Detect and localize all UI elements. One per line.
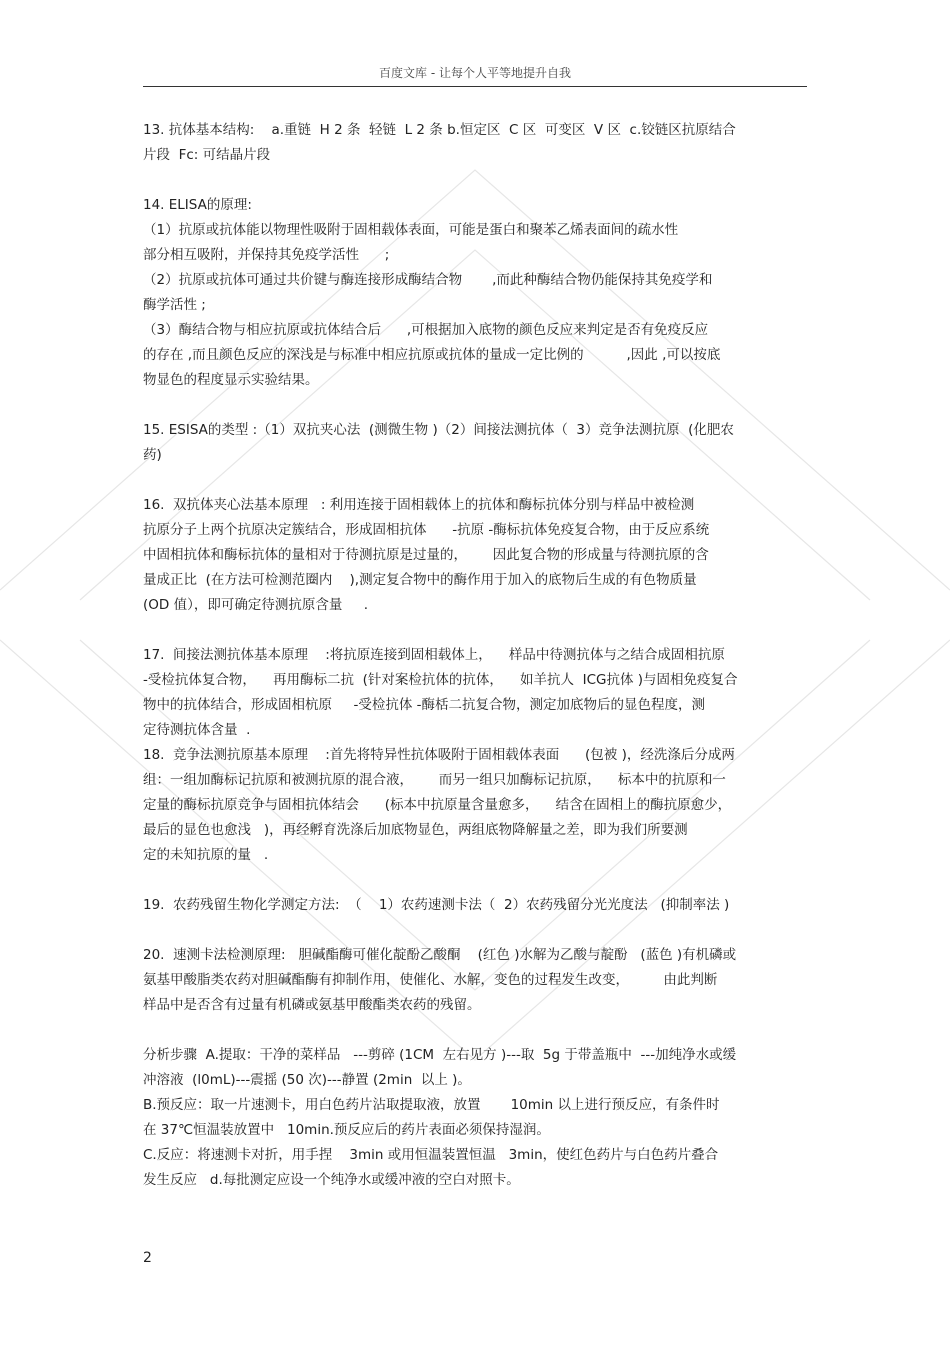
text-line: 中固相抗体和酶标抗体的量相对于待测抗原是过量的， 因此复合物的形成量与待测抗原的含	[143, 547, 709, 563]
text-line: (OD 值），即可确定待测抗原含量 .	[143, 597, 369, 613]
text-line: 19. 农药残留生物化学测定方法: （ 1）农药速测卡法（ 2）农药残留分光光度法 (抑制率法 )	[143, 897, 730, 913]
section-19	[143, 893, 807, 918]
text-line: 20. 速测卡法检测原理: 胆碱酯酶可催化靛酚乙酸酮 (红色 )水解为乙酸与靛酚 (蓝色 )有机磷或	[143, 947, 737, 963]
text-line: 定待测抗体含量 .	[143, 722, 251, 738]
text-line: 定的未知抗原的量 .	[143, 847, 269, 863]
section-13	[143, 118, 807, 168]
text-line: -受检抗体复合物， 再用酶标二抗 (针对案检抗体的抗体， 如羊抗人 ICG抗体 )与固相免疫复合	[143, 672, 738, 688]
text-line: 18. 竞争法测抗原基本原理 :首先将特异性抗体吸附于固相载体表面 (包被 )，经洗涤后分成两	[143, 747, 735, 763]
text-line: 14. ELISA的原理:	[143, 197, 252, 213]
section-20	[143, 943, 807, 1018]
text-line: C.反应：将速测卡对折，用手捏 3min 或用恒温装置恒温 3min，使红色药片与白色药片叠合	[143, 1147, 719, 1163]
text-line: 氨基甲酸脂类农药对胆碱酯酶有抑制作用，使催化、水解，变色的过程发生改变， 由此判断	[143, 972, 718, 988]
text-line: 部分相互吸附，并保持其免疫学活性 ;	[143, 247, 390, 263]
text-line: 16. 双抗体夹心法基本原理 : 利用连接于固相载体上的抗体和酶标抗体分别与样品中被检测	[143, 497, 695, 513]
text-line: （2）抗原或抗体可通过共价键与酶连接形成酶结合物 ,而此种酶结合物仍能保持其免疫学和	[143, 272, 713, 288]
section-16	[143, 493, 807, 618]
text-line: 样品中是否含有过量有机磷或氨基甲酸酯类农药的残留。	[143, 997, 481, 1013]
text-line: 在 37℃恒温装放置中 10min.预反应后的药片表面必须保持湿润。	[143, 1122, 550, 1138]
text-line: 分析步骤 A.提取：干净的菜样品 ---剪碎 (1CM 左右见方 )---取 5g 于带盖瓶中 ---加纯净水或缓	[143, 1047, 737, 1063]
text-line: 物中的抗体结合，形成固相杭原 -受检抗体 -酶栝二抗复合物，测定加底物后的显色程度，测	[143, 697, 705, 713]
text-line: 药)	[143, 447, 162, 463]
text-line: 最后的显色也愈浅 )，再经孵育洗涤后加底物显色，两组底物降解量之差，即为我们所要测	[143, 822, 688, 838]
header-rule	[143, 86, 807, 87]
text-line: 抗原分子上两个抗原决定簇结合，形成固相抗体 -抗原 -酶标抗体免疫复合物，由于反应系统	[143, 522, 710, 538]
text-line: （3）酶结合物与相应抗原或抗体结合后 ,可根据加入底物的颜色反应来判定是否有免疫反应	[143, 322, 709, 338]
section-17-18	[143, 643, 807, 868]
section-15	[143, 418, 807, 468]
text-line: 量成正比 (在方法可检测范圈内 ),测定复合物中的酶作用于加入的底物后生成的有色物质量	[143, 572, 697, 588]
page-number: 2	[143, 1250, 152, 1266]
text-line: 17. 间接法测抗体基本原理 :将抗原连接到固相载体上， 样品中待测抗体与之结合成固相抗原	[143, 647, 725, 663]
text-line: 13. 抗体基本结构: a.重链 H 2 条 轻链 L 2 条 b.恒定区 C 区 可变区 V 区 c.铰链区抗原结合	[143, 122, 736, 138]
document-body	[143, 118, 807, 1193]
text-line: B.预反应：取一片速测卡，用白色药片沾取提取液，放置 10min 以上进行预反应，有条件时	[143, 1097, 720, 1113]
text-line: 定量的酶标抗原竞争与固相抗体结会 (标本中抗原量含量愈多， 结含在固相上的酶抗原愈少，	[143, 797, 732, 813]
text-line: 酶学活性 ;	[143, 297, 206, 313]
text-line: 片段 Fc: 可结晶片段	[143, 147, 271, 163]
text-line: 冲溶液 (l0mL)---震摇 (50 次)---静置 (2min 以上 )。	[143, 1072, 471, 1088]
text-line: （1）抗原或抗体能以物理性吸附于固相载体表面，可能是蛋白和聚苯乙烯表面间的疏水性	[143, 222, 679, 238]
text-line: 组：一组加酶标记抗原和被测抗原的混合液， 而另一组只加酶标记抗原， 标本中的抗原和一	[143, 772, 726, 788]
text-line: 发生反应 d.每批测定应设一个纯净水或缓冲液的空白对照卡。	[143, 1172, 520, 1188]
section-14	[143, 193, 807, 393]
text-line: 15. ESISA的类型 :（1）双抗夹心法 (测微生物 )（2）间接法测抗体（ 3）竞争法测抗原 (化肥农	[143, 422, 734, 438]
text-line: 的存在 ,而且颜色反应的深浅是与标准中相应抗原或抗体的量成一定比例的 ,因此 ,可以按底	[143, 347, 721, 363]
document-header: 百度文库 - 让每个人平等地提升自我	[379, 66, 571, 80]
text-line: 物显色的程度显示实验结果。	[143, 372, 319, 388]
section-analysis-steps	[143, 1043, 807, 1193]
